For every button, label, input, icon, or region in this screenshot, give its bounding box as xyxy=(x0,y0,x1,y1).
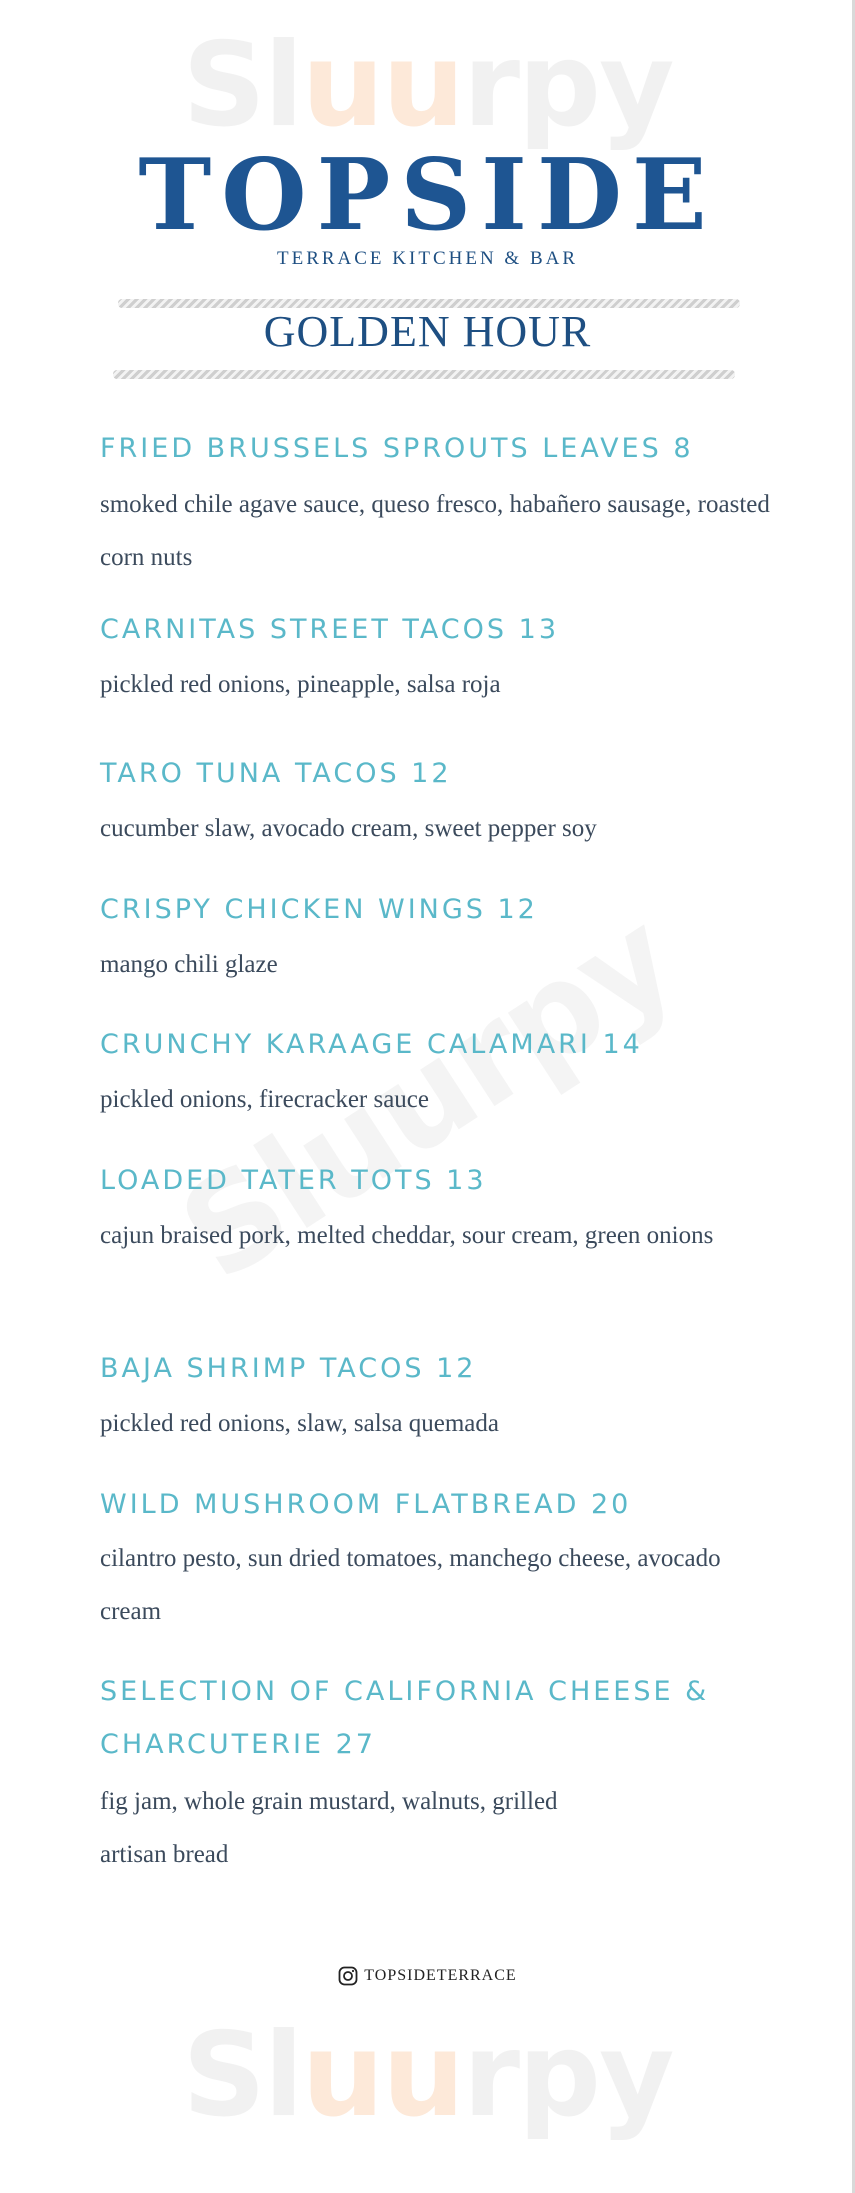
watermark-logo: Sluurpy xyxy=(182,18,673,153)
menu-item-name: WILD MUSHROOM FLATBREAD 20 xyxy=(100,1489,632,1520)
menu-item-name: CRISPY CHICKEN WINGS 12 xyxy=(100,894,538,925)
menu-item-description: pickled onions, firecracker sauce xyxy=(100,1086,430,1113)
menu-item-description: pickled red onions, slaw, salsa quemada xyxy=(100,1410,499,1437)
instagram-icon xyxy=(338,1966,358,1986)
menu-item-description: fig jam, whole grain mustard, walnuts, grilled artisan bread xyxy=(100,1788,558,1868)
menu-item-name: CRUNCHY KARAAGE CALAMARI 14 xyxy=(100,1029,643,1060)
menu-item-description: cucumber slaw, avocado cream, sweet pepper soy xyxy=(100,815,597,842)
instagram-handle[interactable] xyxy=(0,1966,855,1986)
menu-item-description: cajun braised pork, melted cheddar, sour cream, green onions xyxy=(100,1222,714,1249)
menu-section-title: GOLDEN HOUR xyxy=(263,307,592,356)
menu-item-description: pickled red onions, pineapple, salsa roja xyxy=(100,671,501,698)
restaurant-tagline: TERRACE KITCHEN & BAR xyxy=(276,248,579,269)
menu-item-name: SELECTION OF CALIFORNIA CHEESE & CHARCUTERIE 27 xyxy=(100,1676,710,1760)
menu-item-name: TARO TUNA TACOS 12 xyxy=(100,758,452,789)
menu-item-description: cilantro pesto, sun dried tomatoes, manchego cheese, avocado cream xyxy=(100,1545,721,1625)
menu-item-name: LOADED TATER TOTS 13 xyxy=(100,1165,487,1196)
instagram-handle-text: TOPSIDETERRACE xyxy=(364,1967,517,1984)
rope-divider xyxy=(113,370,735,379)
menu-item-name: FRIED BRUSSELS SPROUTS LEAVES 8 xyxy=(100,433,694,464)
menu-item-name: BAJA SHRIMP TACOS 12 xyxy=(100,1353,477,1384)
restaurant-logo: TOPSIDE xyxy=(138,138,717,253)
menu-item-name: CARNITAS STREET TACOS 13 xyxy=(100,614,559,645)
menu-item-description: mango chili glaze xyxy=(100,951,278,978)
menu-item-description: smoked chile agave sauce, queso fresco, habañero sausage, roasted corn nuts xyxy=(100,491,770,571)
watermark-logo: Sluurpy xyxy=(182,2008,673,2143)
